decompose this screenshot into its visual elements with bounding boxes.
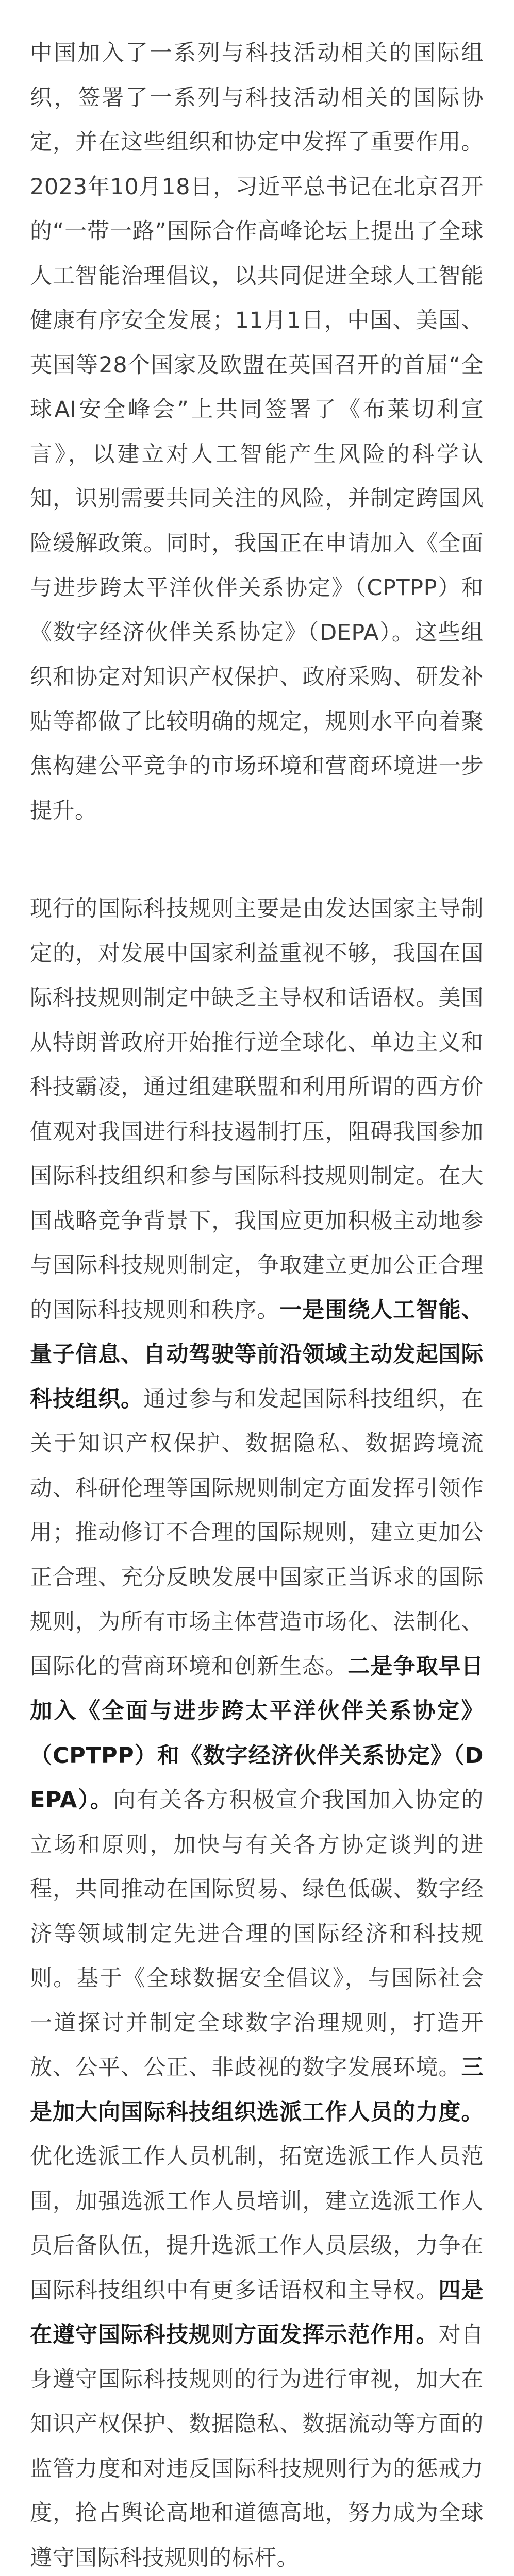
point-three-heading: 三是加大向国际科技组织选派工作人员的力度。 xyxy=(30,2055,484,2125)
point-one-heading: 一是围绕人工智能、量子信息、自动驾驶等前沿领域主动发起国际科技组织。 xyxy=(30,1297,484,1412)
rules-background-text: 现行的国际科技规则主要是由发达国家主导制定的，对发展中国家利益重视不够，我国在国际科技规则制定中缺乏主导权和话语权。美国从特朗普政府开始推行逆全球化、单边主义和科技霸凌，通过组建联盟和利用所谓的西方价值观对我国进行科技遏制打压，阻碍我国参加国际科技组织和参与国际科技规则制定。在大国战略竞争背景下，我国应更加积极主动地参与国际科技规则制定，争取建立更加公正合理的国际科技规则和秩序。 xyxy=(30,896,484,1323)
point-two-text: 向有关各方积极宣介我国加入协定的立场和原则，加快与有关各方协定谈判的进程，共同推动在国际贸易、绿色低碳、数字经济等领域制定先进合理的国际经济和科技规则。基于《全球数据安全倡议》，与国际社会一道探讨并制定全球数字治理规则，打造开放、公平、公正、非歧视的数字发展环境。 xyxy=(30,1787,484,2080)
point-one-text: 通过参与和发起国际科技组织，在关于知识产权保护、数据隐私、数据跨境流动、科研伦理等国际规则制定方面发挥引领作用；推动修订不合理的国际规则，建立更加公正合理、充分反映发展中国家正当诉求的国际规则，为所有市场主体营造市场化、法制化、国际化的营商环境和创新生态。 xyxy=(30,1386,484,1680)
point-four-heading: 四是在遵守国际科技规则方面发挥示范作用。 xyxy=(30,2277,484,2348)
point-four-text: 对自身遵守国际科技规则的行为进行审视，加大在知识产权保护、数据隐私、数据流动等方面的监管力度和对违反国际科技规则行为的惩戒力度，抢占舆论高地和道德高地，努力成为全球遵守国际科技规则的标杆。 xyxy=(30,2322,484,2571)
point-two-heading: 二是争取早日加入《全面与进步跨太平洋伙伴关系协定》（CPTPP）和《数字经济伙伴关系协定》（DEPA）。 xyxy=(30,1653,484,1813)
article-body xyxy=(30,31,484,2576)
paragraph-intro-text: 中国加入了一系列与科技活动相关的国际组织，签署了一系列与科技活动相关的国际协定，并在这些组织和协定中发挥了重要作用。2023年10月18日，习近平总书记在北京召开的“一带一路”国际合作高峰论坛上提出了全球人工智能治理倡议，以共同促进全球人工智能健康有序安全发展；11月1日，中国、美国、英国等28个国家及欧盟在英国召开的首届“全球AI安全峰会”上共同签署了《布莱切利宣言》，以建立对人工智能产生风险的科学认知，识别需要共同关注的风险，并制定跨国风险缓解政策。同时，我国正在申请加入《全面与进步跨太平洋伙伴关系协定》（CPTPP）和《数字经济伙伴关系协定》（DEPA）。这些组织和协定对知识产权保护、政府采购、研发补贴等都做了比较明确的规定，规则水平向着聚焦构建公平竞争的市场环境和营商环境进一步提升。 xyxy=(30,40,484,824)
point-three-text: 优化选派工作人员机制，拓宽选派工作人员范围，加强选派工作人员培训，建立选派工作人员后备队伍，提升选派工作人员层级，力争在国际科技组织中有更多话语权和主导权。 xyxy=(30,2144,484,2303)
paragraph-rules xyxy=(30,887,484,2576)
paragraph-intro xyxy=(30,31,484,833)
